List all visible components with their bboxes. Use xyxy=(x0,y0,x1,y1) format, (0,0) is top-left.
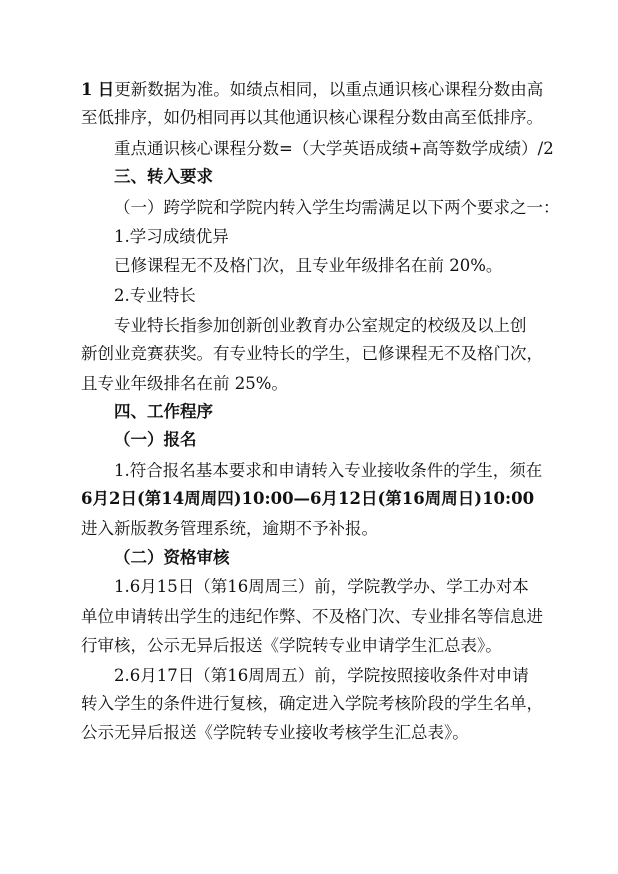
subsection-heading-registration: （一）报名 xyxy=(114,430,197,449)
item-body-2-line: 专业特长指参加创新创业教育办公室规定的校级及以上创 xyxy=(114,316,527,335)
registration-line: 进入新版教务管理系统，逾期不予补报。 xyxy=(81,519,378,538)
paragraph-line: 至低排序，如仍相同再以其他通识核心课程分数由高至低排序。 xyxy=(81,108,543,127)
paragraph-text: 更新数据为准。如绩点相同，以重点通识核心课程分数由高 xyxy=(114,80,544,99)
item-body-1: 已修课程无不及格门次，且专业年级排名在前 20%。 xyxy=(114,256,503,275)
item-title-2: 2.专业特长 xyxy=(114,286,196,305)
review-line: 公示无异后报送《学院转专业接收考核学生汇总表》。 xyxy=(81,723,469,742)
date-number: 1 xyxy=(81,80,93,99)
registration-line: 1.符合报名基本要求和申请转入专业接收条件的学生，须在 xyxy=(114,461,543,480)
review-line: 1.6月15日（第16周周三）前，学院教学办、学工办对本 xyxy=(114,577,529,596)
section-heading-4: 四、工作程序 xyxy=(114,402,213,421)
subsection-heading-review: （二）资格审核 xyxy=(114,548,230,567)
item-title-1: 1.学习成绩优异 xyxy=(114,227,229,246)
paragraph-line xyxy=(0,78,618,102)
date-day: 日 xyxy=(97,80,115,99)
registration-dates: 6月2日(第14周周四)10:00—6月12日(第16周周日)10:00 xyxy=(81,489,535,508)
review-line: 单位申请转出学生的违纪作弊、不及格门次、专业排名等信息进 xyxy=(81,607,543,626)
section-heading-3: 三、转入要求 xyxy=(114,167,213,186)
review-line: 行审核，公示无异后报送《学院转专业申请学生汇总表》。 xyxy=(81,636,502,655)
review-line: 转入学生的条件进行复核，确定进入学院考核阶段的学生名单， xyxy=(81,694,543,713)
subsection-line: （一）跨学院和学院内转入学生均需满足以下两个要求之一： xyxy=(114,198,560,217)
item-body-2-line: 新创业竞赛获奖。有专业特长的学生，已修课程无不及格门次， xyxy=(81,344,543,363)
item-body-2-line: 且专业年级排名在前 25%。 xyxy=(81,374,288,393)
formula-line: 重点通识核心课程分数=（大学英语成绩+高等数学成绩）/2 xyxy=(114,139,554,158)
review-line: 2.6月17日（第16周周五）前，学院按照接收条件对申请 xyxy=(114,666,529,685)
